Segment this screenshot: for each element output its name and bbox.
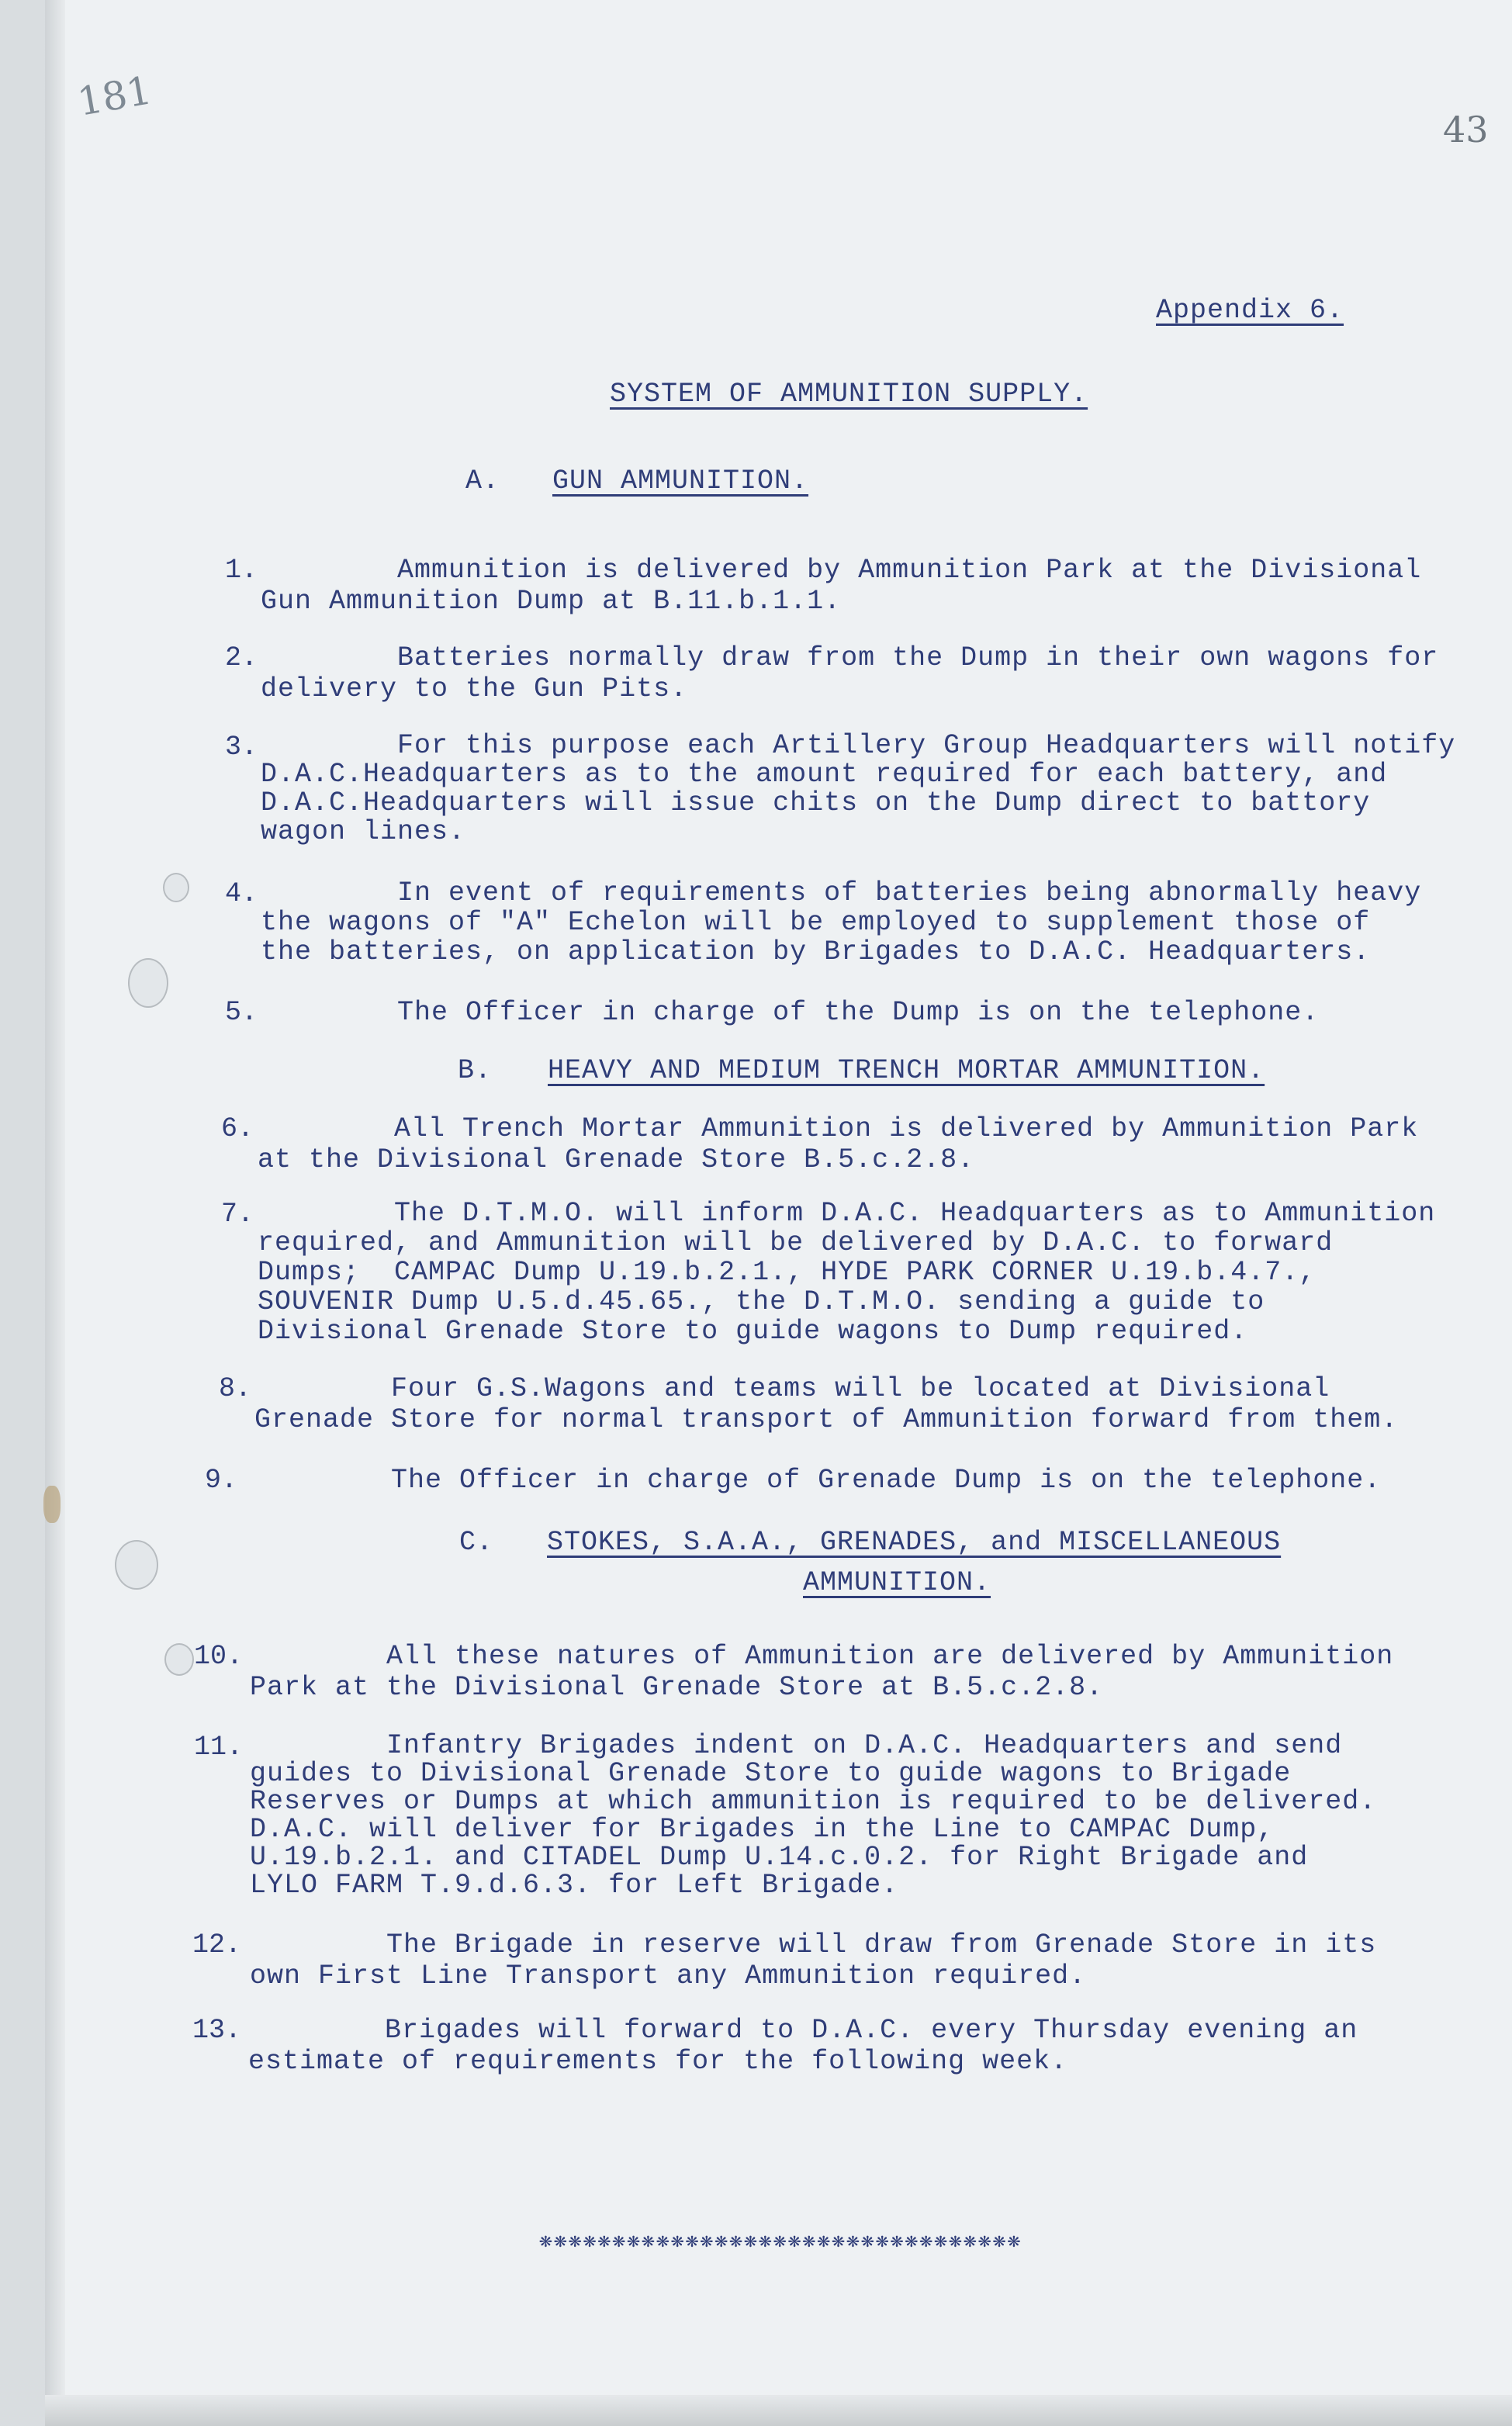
paragraph-text: Batteries normally draw from the Dump in their own wagons for delivery to the Gun Pits.	[261, 642, 1439, 704]
paragraph-text: For this purpose each Artillery Group Headquarters will notify D.A.C.Headquarters as to the amount required for each battery, and D.A.C.Headquarters will issue chits on the Dump direct to battory wagon lines.	[261, 730, 1456, 847]
paragraph-number: 11.	[194, 1732, 244, 1763]
section-c-heading-line-1: STOKES, S.A.A., GRENADES, and MISCELLANEOUS	[547, 1527, 1282, 1558]
section-c-heading-line-2: AMMUNITION.	[803, 1567, 991, 1598]
paragraph-number: 7.	[221, 1199, 254, 1230]
paragraph-number: 13.	[192, 2015, 242, 2046]
punch-hole	[163, 873, 189, 902]
paragraph-text: Brigades will forward to D.A.C. every Thursday evening an estimate of requirements for the following week.	[248, 2015, 1358, 2077]
section-b-heading: HEAVY AND MEDIUM TRENCH MORTAR AMMUNITION.	[548, 1055, 1265, 1086]
separator-row: ❋❋❋❋❋❋❋❋❋❋❋❋❋❋❋❋❋❋❋❋❋❋❋❋❋❋❋❋❋❋❋❋❋	[539, 2230, 1022, 2254]
paragraph-number: 8.	[219, 1373, 252, 1404]
section-c-letter: C.	[459, 1527, 494, 1558]
paragraph-text: All these natures of Ammunition are delivered by Ammunition Park at the Divisional Grenade Store at B.5.c.2.8.	[250, 1641, 1394, 1703]
folio-number-right: 43	[1443, 109, 1489, 151]
paragraph-text: In event of requirements of batteries being abnormally heavy the wagons of "A" Echelon will be employed to supplement those of the batteries, on application by Brigades to D.A.C. Headquarters.	[261, 877, 1422, 967]
paragraph-text: The D.T.M.O. will inform D.A.C. Headquarters as to Ammunition required, and Ammunition will be delivered by D.A.C. to forward Dumps; CAMPAC Dump U.19.b.2.1., HYDE PARK CORNER U.19.b.4.7., SOUVENIR Dump U.5.d.45.65., the D.T.M.O. sending a guide to Divisional Grenade Store to guide wagons to Dump required.	[258, 1198, 1436, 1347]
paragraph-text: The Officer in charge of Grenade Dump is on the telephone.	[254, 1465, 1382, 1496]
paragraph-text: The Brigade in reserve will draw from Grenade Store in its own First Line Transport any Ammunition required.	[250, 1929, 1377, 1992]
paragraph-number: 2.	[225, 642, 258, 673]
paragraph-text: Four G.S.Wagons and teams will be located at Divisional Grenade Store for normal transport of Ammunition forward from them.	[254, 1373, 1399, 1435]
paragraph-number: 10.	[194, 1641, 244, 1672]
page-bottom-edge	[45, 2395, 1512, 2426]
paragraph-text: Infantry Brigades indent on D.A.C. Headquarters and send guides to Divisional Grenade Store to guide wagons to Brigade Reserves or Dumps at which ammunition is required to be delivered. D.A.C. will deliver for Brigades in the Line to CAMPAC Dump, U.19.b.2.1. and CITADEL Dump U.14.c.0.2. for Right Brigade and LYLO FARM T.9.d.6.3. for Left Brigade.	[250, 1730, 1377, 1901]
paragraph-text: All Trench Mortar Ammunition is delivered by Ammunition Park at the Divisional Grenade Store B.5.c.2.8.	[258, 1113, 1419, 1175]
paragraph-text: The Officer in charge of the Dump is on the telephone.	[261, 997, 1320, 1028]
appendix-label: Appendix 6.	[1156, 295, 1344, 326]
punch-hole	[128, 958, 168, 1008]
paragraph-number: 4.	[225, 878, 258, 909]
folio-number-left: 181	[74, 67, 155, 125]
punch-hole	[164, 1643, 194, 1676]
document-title: SYSTEM OF AMMUNITION SUPPLY.	[610, 379, 1088, 410]
section-a-letter: A.	[465, 465, 500, 497]
paragraph-number: 5.	[225, 997, 258, 1028]
rust-stain	[43, 1486, 61, 1523]
paragraph-number: 12.	[192, 1929, 242, 1961]
section-b-letter: B.	[458, 1055, 493, 1086]
paragraph-number: 9.	[205, 1465, 238, 1496]
section-a-heading: GUN AMMUNITION.	[552, 465, 809, 497]
paragraph-number: 6.	[221, 1113, 254, 1144]
punch-hole	[115, 1540, 158, 1590]
paragraph-number: 1.	[225, 555, 258, 586]
paragraph-number: 3.	[225, 732, 258, 763]
paragraph-text: Ammunition is delivered by Ammunition Park at the Divisional Gun Ammunition Dump at B.11.b.1.1.	[261, 555, 1422, 617]
